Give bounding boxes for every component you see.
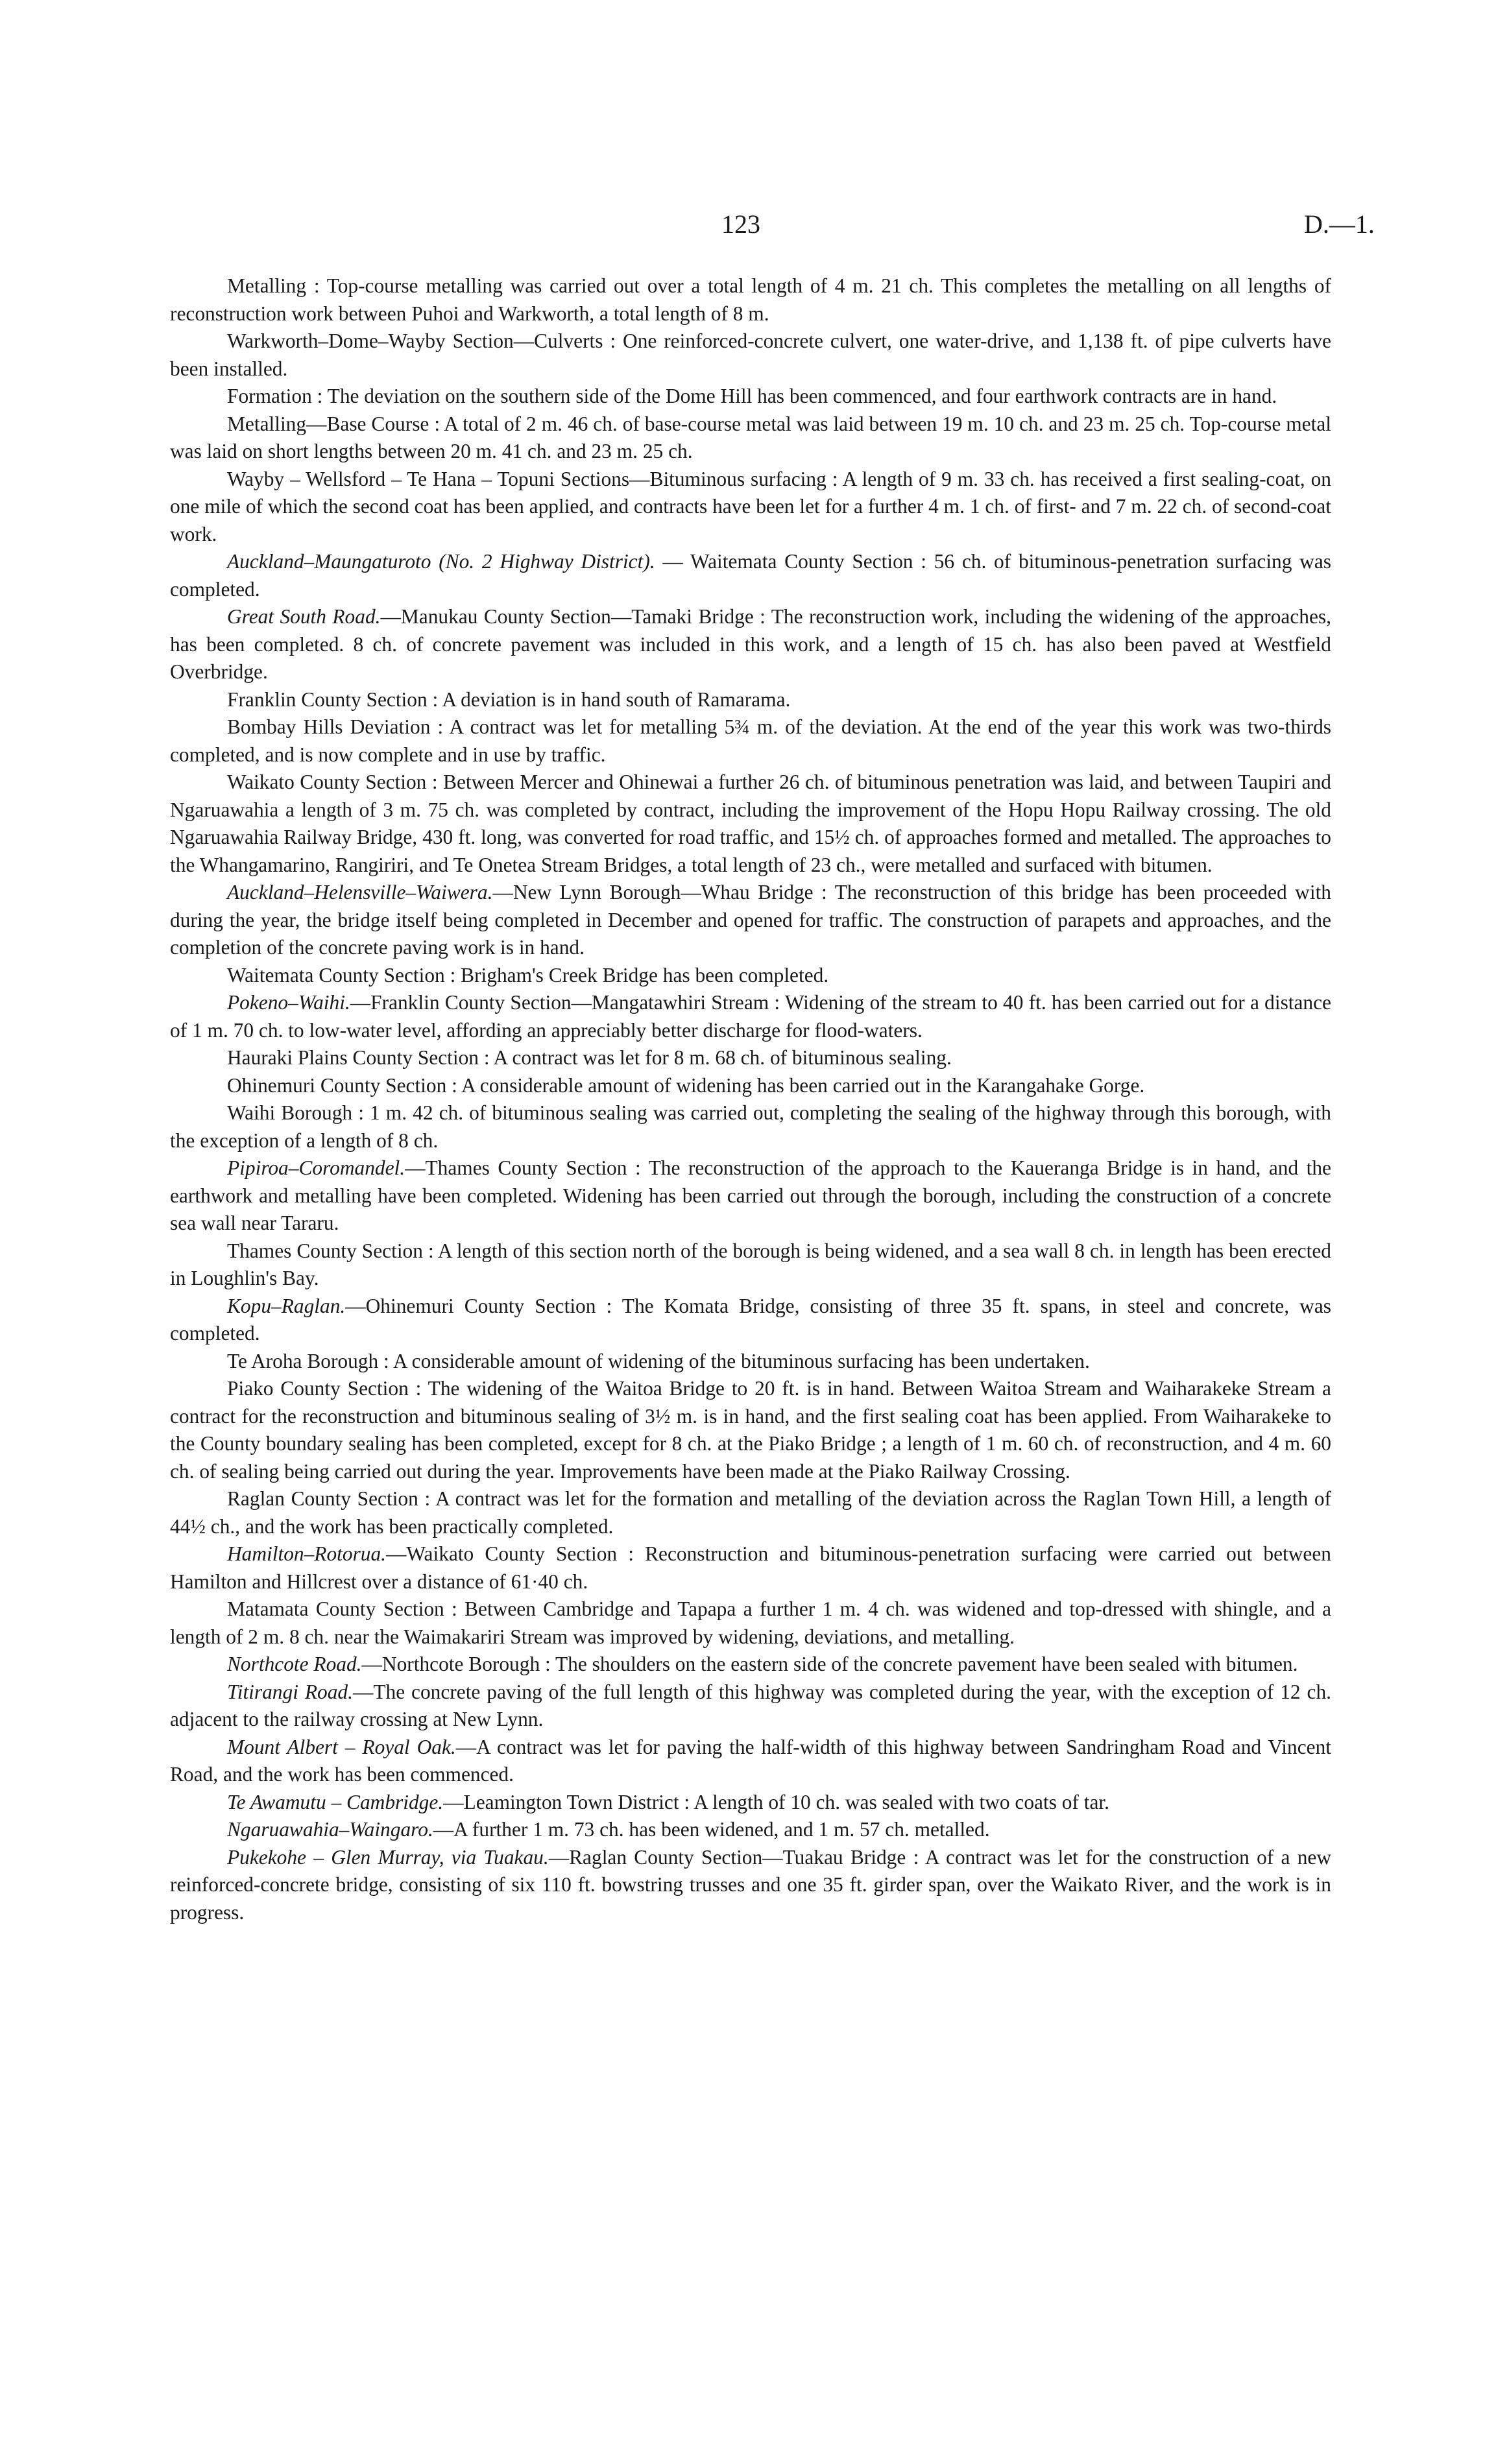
paragraph-heading: Pokeno–Waihi. [227,991,350,1014]
paragraph-heading: Great South Road. [227,605,381,628]
paragraph-text: —Waikato County Section : Reconstruction and bituminous-penetration surfacing were carried out between Hamilton and Hillcrest over a distance of 61·40 ch. [170,1542,1331,1593]
paragraph [170,1099,1331,1154]
paragraph [170,1154,1331,1238]
paragraph-heading: Kopu–Raglan. [227,1294,346,1317]
paragraph-text: Waihi Borough : 1 m. 42 ch. of bituminous sealing was carried out, completing the sealing of the highway through this borough, with the exception of a length of 8 ch. [170,1101,1331,1152]
paragraph-heading: Pipiroa–Coromandel. [227,1156,405,1179]
paragraph-text: Metalling : Top-course metalling was carried out over a total length of 4 m. 21 ch. This completes the metalling on all lengths of reconstruction work between Puhoi and Warkworth, a total length of 8 m. [170,274,1331,325]
paragraph-heading: Hamilton–Rotorua. [227,1542,387,1565]
paragraph [170,713,1331,769]
paragraph [170,1789,1331,1817]
paragraph-text: Waikato County Section : Between Mercer and Ohinewai a further 26 ch. of bituminous penetration was laid, and between Taupiri and Ngaruawahia a length of 3 m. 75 ch. was completed by contract, including the improvement of the Hopu Hopu Railway crossing. The old Ngaruawahia Railway Bridge, 430 ft. long, was converted for road traffic, and 15½ ch. of approaches formed and metalled. The approaches to the Whangamarino, Rangiriri, and Te Onetea Stream Bridges, a total length of 23 ch., were metalled and surfaced with bitumen. [170,771,1331,876]
paragraph-heading: Te Awamutu – Cambridge. [227,1790,444,1813]
paragraph [170,603,1331,686]
paragraph [170,1679,1331,1734]
paragraph-heading: Mount Albert – Royal Oak. [227,1735,456,1758]
paragraph [170,1044,1331,1072]
paragraph-text: Matamata County Section : Between Cambridge and Tapapa a further 1 m. 4 ch. was widened and top-dressed with shingle, and a length of 2 m. 8 ch. near the Waimakariri Stream was improved by widening, deviations, and metalling. [170,1597,1331,1648]
paragraph [170,1844,1331,1927]
paragraph-text: —A contract was let for paving the half-width of this highway between Sandringham Road and Vincent Road, and the work has been commenced. [170,1735,1331,1786]
paragraph-text: Raglan County Section : A contract was let for the formation and metalling of the deviation across the Raglan Town Hill, a length of 44½ ch., and the work has been practically completed. [170,1487,1331,1538]
paragraph [170,1816,1331,1844]
paragraph-text: —The concrete paving of the full length of this highway was completed during the year, with the exception of 12 ch. adjacent to the railway crossing at New Lynn. [170,1680,1331,1730]
paragraph-text: Bombay Hills Deviation : A contract was let for metalling 5¾ m. of the deviation. At the end of the year this work was two-thirds completed, and is now complete and in use by traffic. [170,715,1331,766]
paragraph-text: Wayby – Wellsford – Te Hana – Topuni Sections—Bituminous surfacing : A length of 9 m. 33 ch. has received a first sealing-coat, on one mile of which the second coat has been applied, and contracts have been let for a further 4 m. 1 ch. of first- and 7 m. 22 ch. of second-coat work. [170,467,1331,545]
paragraph [170,1596,1331,1651]
paragraph-heading: Auckland–Helensville–Waiwera. [227,881,493,903]
page-header [0,209,1509,248]
paragraph [170,1540,1331,1596]
paragraph [170,1293,1331,1348]
paragraph-text: —Thames County Section : The reconstruction of the approach to the Kaueranga Bridge is in hand, and the earthwork and metalling have been completed. Widening has been carried out through the borough, including the construction of a concrete sea wall near Tararu. [170,1156,1331,1234]
body-text [170,272,1331,1926]
paragraph-text: —Northcote Borough : The shoulders on the eastern side of the concrete pavement have been sealed with bitumen. [361,1653,1298,1675]
paragraph-text: —New Lynn Borough—Whau Bridge : The reconstruction of this bridge has been proceeded with during the year, the bridge itself being completed in December and opened for traffic. The construction of parapets and approaches, and the completion of the concrete paving work is in hand. [170,881,1331,959]
paragraph-heading: Northcote Road. [227,1653,362,1675]
paragraph [170,548,1331,603]
paragraph-text: —Raglan County Section—Tuakau Bridge : A contract was let for the construction of a new reinforced-concrete bridge, consisting of six 110 ft. bowstring trusses and one 35 ft. girder span, over the Waikato River, and the work is in progress. [170,1845,1332,1924]
paragraph-text: Metalling—Base Course : A total of 2 m. 46 ch. of base-course metal was laid between 19 m. 10 ch. and 23 m. 25 ch. Top-course metal was laid on short lengths between 20 m. 41 ch. and 23 m. 25 ch. [170,412,1331,462]
page-number: 123 [721,209,760,239]
paragraph-heading: Titirangi Road. [227,1680,353,1703]
paragraph-text: Thames County Section : A length of this section north of the borough is being widened, and a sea wall 8 ch. in length has been erected in Loughlin's Bay. [170,1239,1331,1289]
paragraph-text: Te Aroha Borough : A considerable amount of widening of the bituminous surfacing has been undertaken. [227,1349,1090,1372]
paragraph-text: Ohinemuri County Section : A considerable amount of widening has been carried out in the Karangahake Gorge. [227,1073,1145,1097]
paragraph-text: — Waitemata County Section : 56 ch. of bituminous-penetration surfacing was completed. [170,550,1331,601]
paragraph-text: Piako County Section : The widening of the Waitoa Bridge to 20 ft. is in hand. Between Waitoa Stream and Waiharakeke Stream a contract for the reconstruction and bituminous sealing of 3½ m. is in hand, and the first sealing coat has been applied. From Waiharakeke to the County boundary sealing has been completed, except for 8 ch. at the Piako Bridge ; a length of 1 m. 60 ch. of reconstruction, and 4 m. 60 ch. of sealing being carried out during the year. Improvements have been made at the Piako Railway Crossing. [170,1377,1331,1483]
paragraph [170,962,1331,990]
paragraph [170,1348,1331,1376]
paragraph-heading: Auckland–Maungaturoto (No. 2 Highway District). [227,550,655,573]
paragraph [170,1734,1331,1789]
paragraph [170,686,1331,714]
paragraph-text: —Ohinemuri County Section : The Komata Bridge, consisting of three 35 ft. spans, in steel and concrete, was completed. [170,1294,1331,1345]
paragraph-text: Franklin County Section : A deviation is in hand south of Ramarama. [227,688,791,711]
paragraph [170,272,1331,328]
paragraph-text: —A further 1 m. 73 ch. has been widened, and 1 m. 57 ch. metalled. [433,1818,990,1841]
paragraph-text: Warkworth–Dome–Wayby Section—Culverts : One reinforced-concrete culvert, one water-drive, and 1,138 ft. of pipe culverts have been installed. [170,329,1331,380]
paragraph [170,1651,1331,1679]
paragraph [170,879,1331,962]
paragraph-text: Waitemata County Section : Brigham's Creek Bridge has been completed. [227,963,829,987]
paragraph-heading: Ngaruawahia–Waingaro. [227,1818,433,1841]
paragraph [170,466,1331,549]
paragraph [170,769,1331,879]
paragraph-text: Formation : The deviation on the southern side of the Dome Hill has been commenced, and four earthwork contracts are in hand. [227,385,1277,407]
paragraph [170,1072,1331,1100]
paragraph-text: —Leamington Town District : A length of 10 ch. was sealed with two coats of tar. [443,1790,1109,1813]
paragraph-text: —Franklin County Section—Mangatawhiri Stream : Widening of the stream to 40 ft. has been carried out for a distance of 1 m. 70 ch. to low-water level, affording an appreciably better discharge for flood-waters. [170,991,1331,1042]
paragraph [170,411,1331,466]
paragraph [170,328,1331,383]
paragraph [170,1375,1331,1485]
paragraph-text: —Manukau County Section—Tamaki Bridge : The reconstruction work, including the widening of the approaches, has been completed. 8 ch. of concrete pavement was included in this work, and a length of 15 ch. has also been paved at Westfield Overbridge. [170,605,1331,683]
paragraph-heading: Pukekohe – Glen Murray, via Tuakau. [227,1845,549,1869]
paragraph-text: Hauraki Plains County Section : A contract was let for 8 m. 68 ch. of bituminous sealing. [227,1046,952,1069]
paragraph [170,1485,1331,1540]
document-reference: D.—1. [1304,209,1375,239]
paragraph [170,1238,1331,1293]
paragraph [170,989,1331,1044]
paragraph [170,383,1331,411]
